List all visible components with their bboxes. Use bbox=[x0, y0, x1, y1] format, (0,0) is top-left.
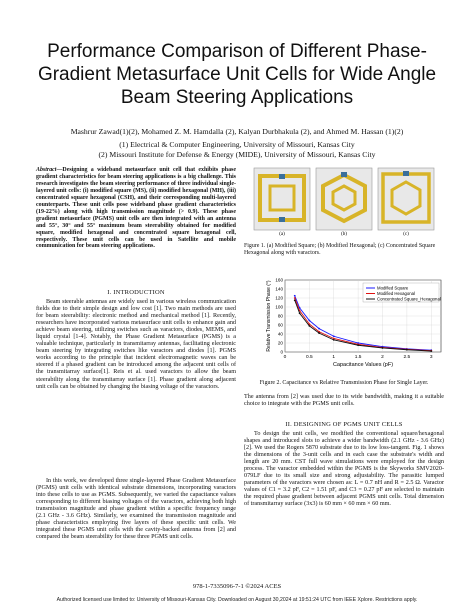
figure-1-unit-cells bbox=[252, 166, 438, 236]
affiliation-2: (2) Missouri Institute for Defense & Energy (MIDE), University of Missouri, Kansas City bbox=[98, 150, 376, 159]
y-axis-label: Relative Transmission Phase (°) bbox=[266, 280, 272, 352]
license-line: Authorized licensed use limited to: University of Missouri-Kansas City. Downloaded on August 30,2024 at 19:51:24 UTC from IEEE Xplore. Restrictions apply. bbox=[56, 597, 418, 603]
x-tick-label: 0.5 bbox=[306, 355, 313, 360]
y-tick-label: 20 bbox=[277, 340, 283, 346]
data-point bbox=[318, 328, 320, 330]
data-point bbox=[299, 312, 301, 314]
data-point bbox=[430, 350, 432, 352]
y-tick-label: 40 bbox=[277, 331, 283, 337]
intro-text-2: In this work, we developed three single-layered Phase Gradient Metasurface (PGMS) unit cells with identical substrate dimensions, incorporating varactors into these cells to use as PGMS. Subsequently, we varied the capacitance values corresponding to different biasing voltages of the varactors, achieving both high transmission magnitude and phase gradient within a specific frequency range (2.1 GHz - 3.6 GHz). Similarly, we examined the transmission magnitude and phase characteristics employing five layers of these specific unit cells. We integrated these PGMS unit cells with the cavity-backed antenna from [2] and compared the beam steerability for these three PGMS unit cells. bbox=[36, 478, 236, 541]
figure-2-caption: Figure 2. Capacitance vs Relative Transmission Phase for Single Layer. bbox=[259, 380, 429, 386]
data-point bbox=[308, 320, 310, 322]
data-point bbox=[318, 332, 320, 334]
modified-hexagonal-cell bbox=[316, 168, 372, 236]
right-paragraph-1 bbox=[244, 394, 444, 408]
intro-paragraph-2 bbox=[36, 478, 236, 541]
footer-isbn: 978-1-7335096-7-1 ©2024 ACES bbox=[192, 583, 282, 590]
abstract bbox=[36, 167, 236, 250]
affiliation-1: (1) Electrical & Computer Engineering, University of Missouri, Kansas City bbox=[119, 140, 355, 149]
subfig-c-label: (c) bbox=[403, 232, 409, 236]
x-tick-label: 1 bbox=[332, 355, 336, 360]
data-point bbox=[406, 349, 408, 351]
y-tick-label: 140 bbox=[275, 286, 283, 292]
author-line bbox=[20, 127, 454, 137]
x-tick-label: 0 bbox=[283, 355, 287, 360]
intro-paragraph-1 bbox=[36, 299, 236, 391]
data-point bbox=[333, 335, 335, 337]
authors-text: Mashrur Zawad(1)(2), Mohamed Z. M. Hamdalla (2), Kalyan Durbhakula (2), and Ahmed M. Hassan (1)(2) bbox=[70, 127, 404, 136]
data-point bbox=[308, 325, 310, 327]
section-heading-introduction: I. INTRODUCTION bbox=[107, 289, 165, 296]
data-point bbox=[357, 344, 359, 346]
y-tick-label: 100 bbox=[275, 304, 283, 310]
x-tick-label: 2.5 bbox=[403, 355, 411, 360]
y-tick-label: 60 bbox=[277, 322, 283, 328]
legend-label: Modified Square bbox=[377, 285, 409, 291]
x-axis-label: Capacitance Values (pF) bbox=[332, 362, 394, 368]
y-tick-label: 120 bbox=[275, 295, 283, 301]
affiliations bbox=[20, 140, 454, 160]
figure-1-caption: Figure 1. (a) Modified Square; (b) Modified Hexagonal; (c) Concentrated Square Hexagonal along with varactors. bbox=[244, 243, 436, 256]
abstract-label: Abstract bbox=[36, 167, 57, 173]
subfig-a-label: (a) bbox=[279, 232, 285, 236]
y-tick-labels bbox=[275, 278, 283, 355]
data-point bbox=[294, 299, 296, 301]
figure-2-chart bbox=[265, 276, 445, 368]
data-point bbox=[333, 339, 335, 341]
design-text: To design the unit cells, we modified the conventional square/hexagonal shapes and introduced slots to achieve a wider bandwidth (2.1 GHz - 3.6 GHz) [2]. We used the Rogers 5870 substrate due to its low loss-tangent. Fig. 1 shows the dimensions of the 3-unit cells and in each case the substrate's width and length are 20 mm. CST full wave simulations were employed for the design process. The varactor embedded within the PGMS is the Skyworks SMV2020-079LF due to its small size and strong adjustability. The parasitic lumped parameters of the varactors were chosen as: L = 0.7 nH and R = 2.5 Ω. Varactor values of C1 = 3.2 pF, C2 = 1.51 pF, and C3 = 0.27 pF are selected to maintain the required phase gradient between adjacent PGMS unit cells. Total dimension of transmitarray surface (3x3) is 60 mm × 60 mm × 60 mm. bbox=[244, 431, 444, 508]
x-tick-labels bbox=[284, 354, 433, 360]
section-heading-design: II. DESIGNING OF PGMS UNIT CELLS bbox=[285, 421, 403, 428]
y-tick-label: 80 bbox=[277, 313, 283, 319]
x-tick-label: 1.5 bbox=[354, 355, 362, 360]
y-tick-label: 0 bbox=[280, 349, 283, 355]
legend-label: Concentrated Square_Hexagonal bbox=[377, 296, 441, 302]
data-point bbox=[294, 297, 296, 299]
legend bbox=[363, 283, 441, 302]
y-tick-label: 160 bbox=[275, 277, 283, 283]
modified-square-cell bbox=[254, 168, 310, 236]
data-point bbox=[294, 295, 296, 297]
x-tick-label: 3 bbox=[429, 355, 433, 360]
design-paragraph bbox=[244, 431, 444, 509]
data-point bbox=[382, 347, 384, 349]
abstract-text: —Designing a wideband metasurface unit cell that exhibits phase gradient characteristics for beam steering applications is a big challenge. This research investigates the beam steering performance of three individual single-layered unit cells: (i) modified square (MS), (ii) modified hexagonal (MH), (iii) concentrated square hexagonal (CSH), and their corresponding multi-layered counterparts. These unit cells pose wideband phase gradient characteristics (19-22%) along with high transmission magnitude (> 0.9). These phase gradient metasurface (PGMS) unit cells are then integrated with an antenna and 55°, 30° and 55° maximum beam steerability obtained for modified square, modified hexagonal and concentrated square hexagonal cell, respectively. These unit cells can be used in Satellite and mobile communication for beam steering applications. bbox=[36, 167, 236, 250]
x-tick-label: 2 bbox=[381, 355, 384, 360]
intro-text-1: Beam steerable antennas are widely used in various wireless communication fields due to their simple design and low cost [1]. Two main methods are used for beam steerability: electronic method and mechanical method [1]. Recently, researchers have incorporated various metasurface unit cells to enhance gain and achieve beam steering, utilizing switches such as varactors, diodes, MEMS, and liquid crystal [1-4]. Notably, the Phase Gradient Metasurface (PGMS) is a valuable technique, particularly in transmitarray antennas, facilitating electronic beam steering by integrating switches like varactors and diodes [1]. PGMS works according to the principle that incident electromagnetic waves can be steered if a phased gradient can be introduced among the adjacent unit cells of the transmitarray surface[1]. Reis et al. used varactors to allow the beam steerability along the transmitarray surface [1]. Phase gradient along adjacent unit cells can be obtained by changing the biasing voltage of the varactors. bbox=[36, 299, 236, 390]
right-text-1: The antenna from [2] was used due to its wide bandwidth, making it a suitable choice to integrate with the PGMS unit cells. bbox=[244, 394, 444, 408]
legend-label: Modified Hexagonal bbox=[377, 291, 415, 297]
subfig-b-label: (b) bbox=[341, 232, 347, 236]
paper-title: Performance Comparison of Different Phase-Gradient Metasurface Unit Cells for Wide Angle Beam Steering Applications bbox=[37, 41, 437, 108]
concentrated-square-hexagonal-cell bbox=[378, 168, 434, 236]
